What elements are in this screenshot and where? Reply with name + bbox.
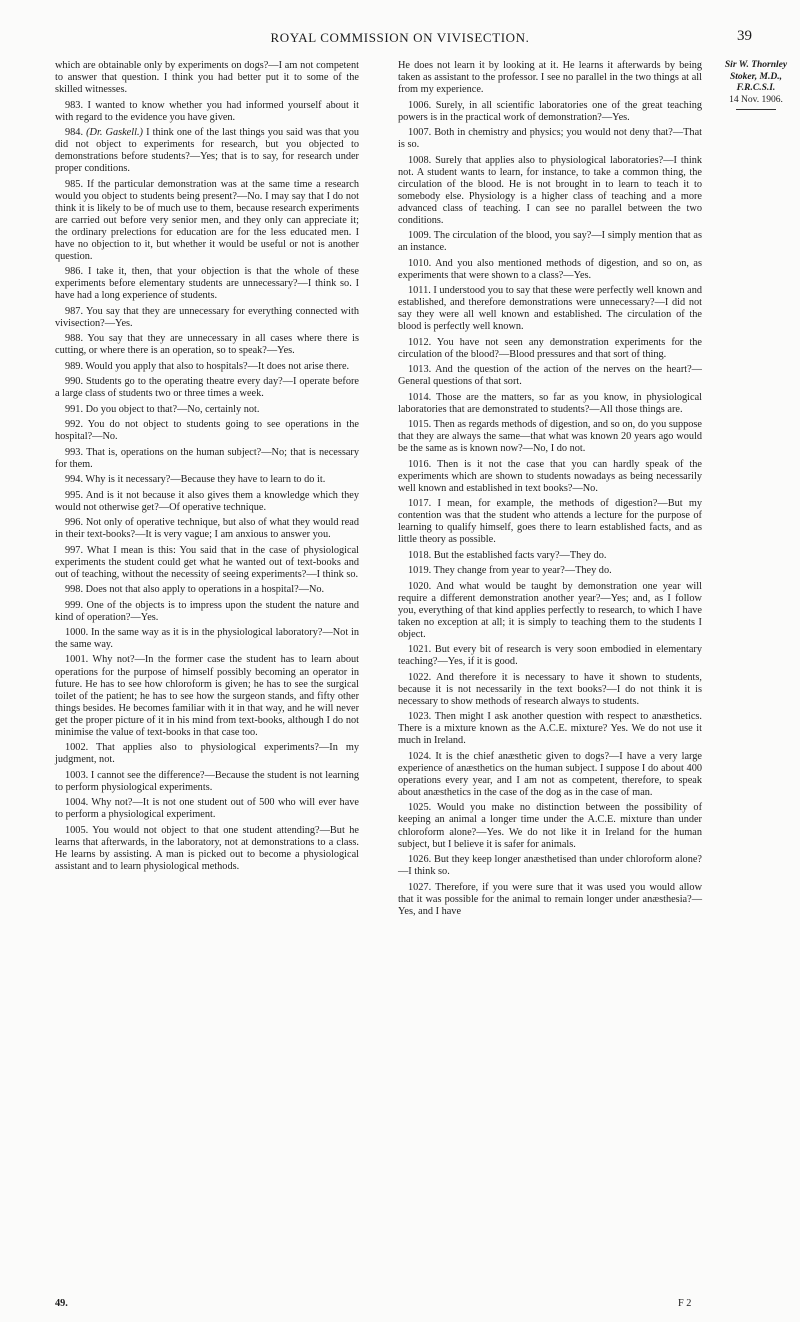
testimony-text: Would you apply that also to hospitals?—It does not arise there.: [85, 360, 350, 372]
question-number: 990.: [65, 376, 84, 388]
question-number: 1020.: [408, 580, 432, 592]
testimony-paragraph: [55, 600, 359, 624]
question-number: 997.: [65, 544, 84, 556]
testimony-paragraph: [55, 179, 359, 263]
testimony-text: That applies also to physiological experiments?—In my judgment, not.: [55, 742, 359, 766]
testimony-text: I wanted to know whether you had informed yourself about it with regard to the evidence you have given.: [55, 99, 360, 123]
testimony-paragraph: [398, 155, 702, 227]
witness-sidenote: [724, 60, 788, 110]
testimony-text: Does not that also apply to operations in a hospital?—No.: [85, 584, 325, 596]
testimony-text: And you also mentioned methods of digestion, and so on, as experiments that were shown to a class?—Yes.: [398, 257, 702, 281]
testimony-text: Therefore, if you were sure that it was used you would allow that it was possible for the animal to remain longer under anæsthesia?—Yes, and I have: [398, 881, 703, 917]
question-number: 1024.: [408, 750, 432, 762]
testimony-paragraph: [398, 565, 702, 577]
testimony-text: Both in chemistry and physics; you would not deny that?—That is so.: [398, 127, 703, 151]
testimony-paragraph: [398, 285, 702, 333]
testimony-text: And the question of the action of the nerves on the heart?—General questions of that sort.: [398, 364, 702, 388]
question-number: 986.: [65, 266, 84, 278]
speaker-label: (Dr. Gaskell.): [86, 127, 143, 139]
testimony-paragraph: [55, 517, 359, 541]
question-number: 1014.: [408, 391, 432, 403]
testimony-text: Then might I ask another question with respect to anæsthetics. There is a mixture known as the A.C.E. mixture? Yes. We do not use it much in Ireland.: [398, 711, 703, 747]
witness-name: Sir W. Thornley Stoker, M.D., F.R.C.S.I.: [724, 60, 788, 93]
testimony-paragraph: [398, 459, 702, 495]
question-number: 998.: [65, 584, 84, 596]
question-number: 1013.: [408, 364, 432, 376]
question-number: 991.: [65, 403, 84, 415]
testimony-paragraph: [55, 266, 359, 302]
question-number: 988.: [65, 333, 84, 345]
question-number: 985.: [65, 178, 84, 190]
testimony-text: Why not?—It is not one student out of 500 who will ever have to perform a physiological experiment.: [55, 797, 359, 821]
testimony-text: Surely that applies also to physiological laboratories?—I think not. A student wants to learn, for instance, to take a common thing, the circulation of the blood. He is not brought in to learn to teach it to somebody else. Physiology is a higher class of teaching and a more advanced class of teaching. I can see no parallel between the two conditions.: [398, 154, 703, 226]
question-number: 984.: [65, 127, 84, 139]
testimony-paragraph: [398, 364, 702, 388]
testimony-text: And is it not because it also gives them a knowledge which they would not otherwise get?—Of operative technique.: [55, 489, 359, 513]
testimony-text: If the particular demonstration was at the same time a research would you object to students being present?—No. I may say that I do not think it is likely to be of much use to them, because research experiments are carried out before very senior men, and they only can appreciate it; the ordinary prelections for education are for the less educated men. I have no objection to it, but whether it would be useful or not is another question.: [55, 178, 359, 262]
question-number: 1007.: [408, 127, 432, 139]
testimony-paragraph: [55, 770, 359, 794]
question-number: 1022.: [408, 671, 432, 683]
testimony-paragraph: [55, 490, 359, 514]
testimony-paragraph: [55, 627, 359, 651]
question-number: 1010.: [408, 257, 432, 269]
testimony-text: In the same way as it is in the physiological laboratory?—Not in the same way.: [55, 627, 359, 651]
testimony-paragraph: [55, 333, 359, 357]
sidenote-rule: [736, 109, 776, 110]
page-number: 39: [737, 28, 752, 44]
right-column: [398, 60, 702, 921]
testimony-text: It is the chief anæsthetic given to dogs?—I have a very large experience of anæsthetics on the human subject. I suppose I do about 400 operations every year, and I am not as competent, therefore, to speak about anæsthetics in the case of the dog as in the case of man.: [398, 750, 703, 798]
question-number: 1011.: [408, 285, 431, 297]
testimony-paragraph: [55, 419, 359, 443]
question-number: 995.: [65, 489, 84, 501]
testimony-paragraph: [398, 230, 702, 254]
question-number: 1018.: [408, 549, 432, 561]
question-number: 1017.: [408, 498, 432, 510]
testimony-text: They change from year to year?—They do.: [433, 565, 612, 577]
testimony-text: I take it, then, that your objection is that the whole of these experiments before elementary students are unnecessary?—I think so. I have had a long experience of students.: [55, 266, 359, 302]
page-signature-left: 49.: [55, 1298, 68, 1309]
question-number: 1027.: [408, 881, 432, 893]
question-number: 983.: [65, 99, 84, 111]
running-title: ROYAL COMMISSION ON VIVISECTION.: [270, 30, 530, 45]
testimony-text: But they keep longer anæsthetised than under chloroform alone?—I think so.: [398, 854, 702, 878]
testimony-text: Why is it necessary?—Because they have to learn to do it.: [85, 474, 326, 486]
testimony-paragraph: [55, 797, 359, 821]
question-number: 1002.: [65, 742, 89, 754]
testimony-paragraph: [398, 751, 702, 799]
question-number: 994.: [65, 474, 84, 486]
testimony-text: I think one of the last things you said was that you did not object to experiments for research, but you objected to demonstrations before students?—Yes; that is to say, for research under proper conditions.: [55, 127, 360, 175]
testimony-text: Those are the matters, so far as you know, in physiological laboratories that are demonstrated to students?—All those things are.: [398, 391, 702, 415]
testimony-text: You say that they are unnecessary for everything connected with vivisection?—Yes.: [55, 305, 359, 329]
testimony-paragraph: [55, 60, 359, 96]
testimony-paragraph: [55, 742, 359, 766]
testimony-paragraph: [55, 545, 359, 581]
question-number: 1000.: [65, 627, 89, 638]
question-number: 1015.: [408, 419, 432, 431]
testimony-paragraph: [398, 644, 702, 668]
testimony-text: That is, operations on the human subject?—No; that is necessary for them.: [55, 446, 359, 470]
testimony-paragraph: [398, 127, 702, 151]
testimony-paragraph: [55, 376, 359, 400]
testimony-text: I cannot see the difference?—Because the student is not learning to perform physiological experiments.: [55, 769, 359, 793]
question-number: 1008.: [408, 154, 432, 166]
question-number: 1006.: [408, 99, 432, 111]
sidenote-date: 14 Nov. 1906.: [729, 94, 783, 105]
testimony-paragraph: [398, 550, 702, 562]
question-number: 1019.: [408, 565, 432, 577]
testimony-text: One of the objects is to impress upon the student the nature and kind of operation?—Yes.: [55, 599, 359, 623]
testimony-paragraph: [398, 581, 702, 641]
testimony-text: What I mean is this: You said that in the case of physiological experiments the student could get what he wanted out of text-books and out of teaching, without the necessity of seeing experiments?—I think so.: [55, 544, 360, 580]
question-number: 1025.: [408, 802, 432, 814]
testimony-text: Surely, in all scientific laboratories one of the great teaching powers is in the practical work of demonstration?—Yes.: [398, 99, 702, 123]
testimony-paragraph: [55, 447, 359, 471]
question-number: 989.: [65, 360, 84, 372]
testimony-text: I understood you to say that these were perfectly well known and established, and therefore demonstrations were unnecessary?—I did not say they were all well known and established. The circulation of the blood is perfectly well known.: [398, 285, 703, 333]
testimony-paragraph: [398, 419, 702, 455]
testimony-text: You say that they are unnecessary in all cases where there is cutting, or where there is an operation, so to speak?—Yes.: [55, 333, 359, 357]
testimony-text: You do not object to students going to see operations in the hospital?—No.: [55, 419, 359, 443]
testimony-paragraph: [398, 882, 702, 918]
question-number: 999.: [65, 599, 84, 611]
testimony-paragraph: [398, 258, 702, 282]
testimony-paragraph: [398, 60, 702, 96]
testimony-paragraph: [398, 854, 702, 878]
question-number: 1001.: [65, 654, 89, 666]
page-header: [0, 28, 800, 50]
question-number: 1004.: [65, 797, 89, 809]
question-number: 1026.: [408, 854, 432, 866]
testimony-text: And therefore it is necessary to have it shown to students, because it is not necessarily in the text books?—I do not think it is necessary to show methods of research always to students.: [398, 671, 702, 707]
testimony-text: The circulation of the blood, you say?—I simply mention that as an instance.: [398, 230, 702, 254]
testimony-text: Not only of operative technique, but also of what they would read in their text-books?—It is very vague; I am anxious to answer you.: [55, 517, 360, 541]
testimony-text: He does not learn it by looking at it. He learns it afterwards by being taken as assistant to the professor. I see no parallel in the two things at all from my experience.: [398, 60, 702, 96]
testimony-text: You would not object to that one student attending?—But he learns that afterwards, in the laboratory, not at demonstrations to a class. He learns by assisting. A man is picked out to become a physiological assistant and to learn physiological methods.: [55, 824, 359, 872]
testimony-paragraph: [55, 584, 359, 596]
question-number: 996.: [65, 517, 84, 529]
question-number: 1012.: [408, 336, 432, 348]
left-column: [55, 60, 359, 876]
question-number: 1009.: [408, 230, 432, 242]
testimony-text: Do you object to that?—No, certainly not.: [85, 403, 260, 415]
testimony-paragraph: [55, 127, 359, 175]
testimony-paragraph: [398, 802, 702, 850]
testimony-text: Then as regards methods of digestion, and so on, do you suppose that they are always the same—that what was known 20 years ago would be the same as is known now?—No, I do not.: [398, 419, 703, 455]
testimony-paragraph: [55, 100, 359, 124]
question-number: 1016.: [408, 458, 432, 470]
testimony-paragraph: [55, 825, 359, 873]
testimony-paragraph: [55, 654, 359, 738]
testimony-text: You have not seen any demonstration experiments for the circulation of the blood?—Blood pressures and that sort of thing.: [398, 336, 703, 360]
question-number: 1003.: [65, 769, 89, 781]
testimony-text: Why not?—In the former case the student has to learn about operations for the purpose of himself possibly becoming an operator in future. He has to see how chloroform is given; he has to see the surgical toilet of the patient; he has to see how the surgeon stands, and fifty other things besides. He becomes familiar with it in that way, and he will never get the proper picture of it in his mind from text-books, although I do not minimise the value of text-books in that case too.: [55, 654, 360, 738]
question-number: 987.: [65, 305, 84, 317]
page-signature-right: F 2: [678, 1298, 692, 1309]
testimony-paragraph: [55, 306, 359, 330]
testimony-text: I mean, for example, the methods of digestion?—But my contention was that the student who attends a lecture for the purpose of learning to qualify himself, goes there to learn established facts, and as little theory as possible.: [398, 498, 702, 546]
testimony-text: And what would be taught by demonstration one year will require a different demonstration another year?—Yes; and, as I follow you, everything of that kind applies perfectly to research, to which I have taken no exception at all; it is simply to teaching them to the students I object.: [398, 580, 702, 640]
testimony-text: But every bit of research is very soon embodied in elementary teaching?—Yes, if it is good.: [398, 644, 702, 668]
testimony-paragraph: [55, 474, 359, 486]
testimony-text: But the established facts vary?—They do.: [433, 549, 607, 561]
testimony-paragraph: [398, 711, 702, 747]
testimony-paragraph: [55, 404, 359, 416]
question-number: 992.: [65, 419, 84, 431]
testimony-text: Students go to the operating theatre every day?—I operate before a large class of students two or three times a week.: [55, 376, 359, 400]
testimony-text: Would you make no distinction between the possibility of keeping an animal a longer time under the A.C.E. mixture than under chloroform alone?—Yes. We do not like it in Ireland for the human subject, but I believe it is safer for animals.: [398, 802, 703, 850]
testimony-paragraph: [398, 498, 702, 546]
testimony-paragraph: [55, 361, 359, 373]
testimony-paragraph: [398, 100, 702, 124]
question-number: 1023.: [408, 711, 432, 723]
question-number: 993.: [65, 446, 84, 458]
testimony-paragraph: [398, 392, 702, 416]
testimony-paragraph: [398, 672, 702, 708]
testimony-text: Then is it not the case that you can hardly speak of the experiments which are shown to students nowadays as being necessarily well known and established in text books?—No.: [398, 458, 702, 494]
question-number: 1005.: [65, 824, 89, 836]
testimony-paragraph: [398, 337, 702, 361]
testimony-text: which are obtainable only by experiments on dogs?—I am not competent to answer that question. I think you had better put it to some of the skilled witnesses.: [55, 60, 359, 96]
question-number: 1021.: [408, 644, 432, 656]
